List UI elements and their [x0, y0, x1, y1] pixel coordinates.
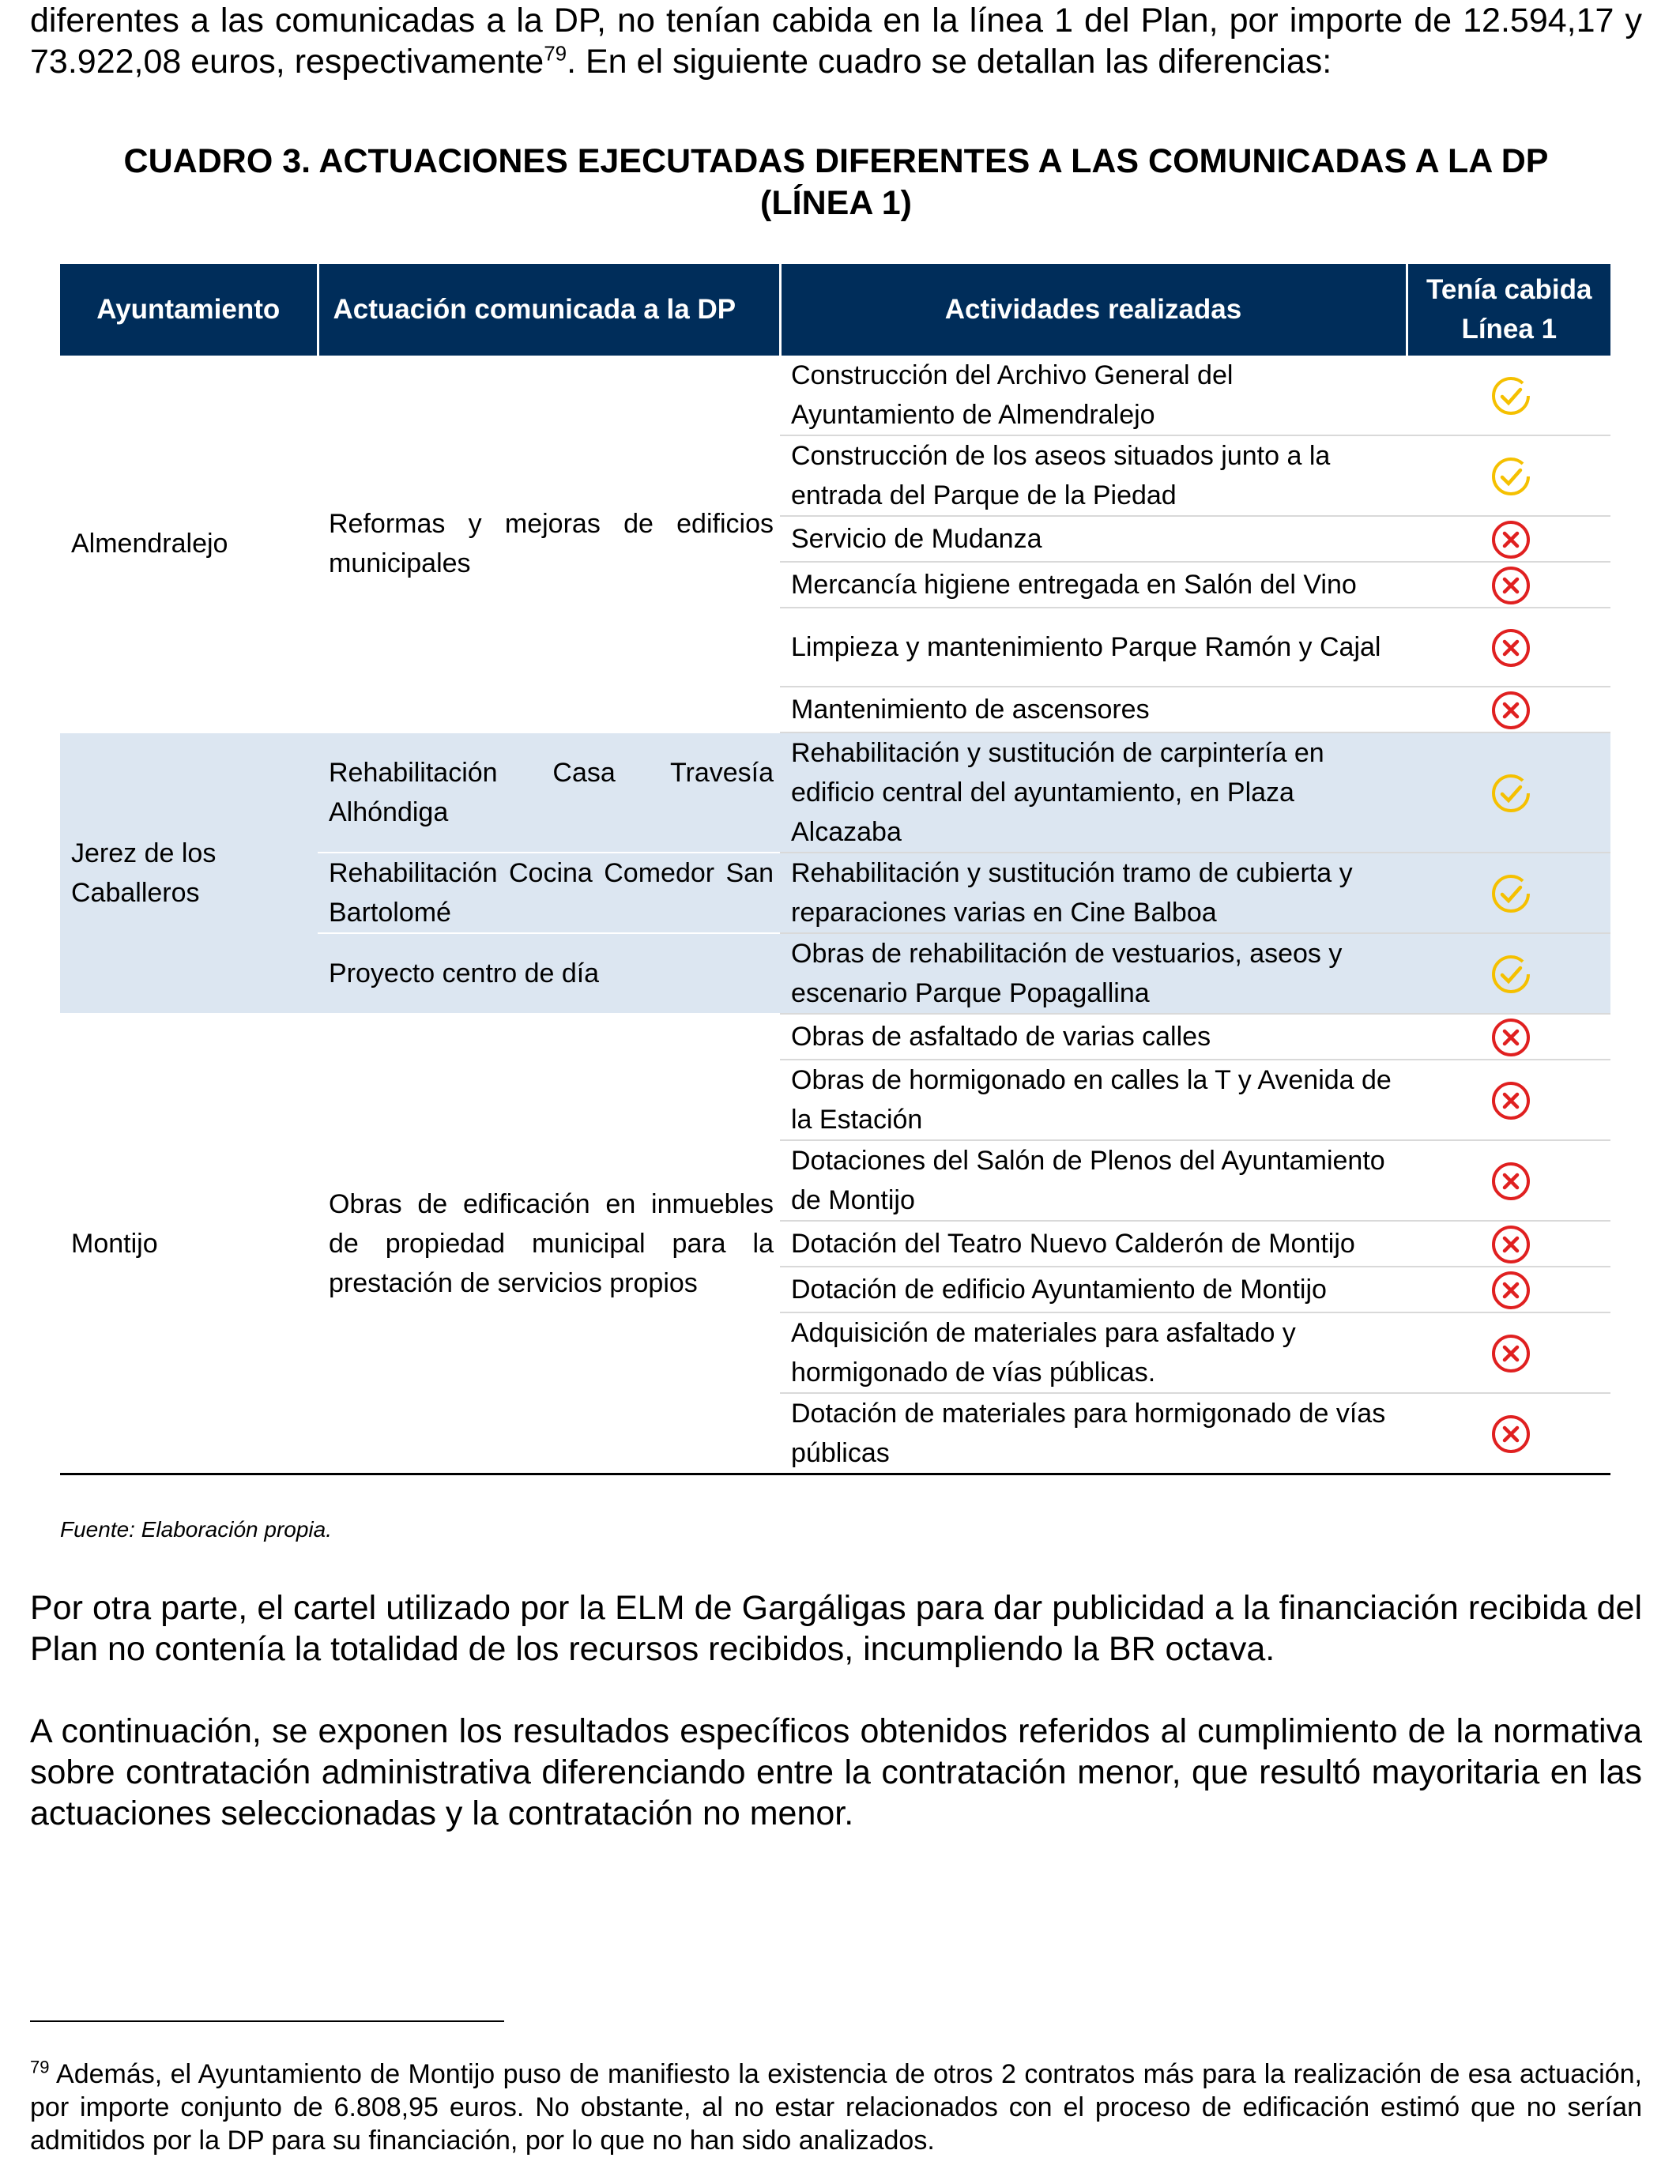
cell-ayuntamiento: Montijo [60, 1014, 318, 1474]
intro-paragraph: diferentes a las comunicadas a la DP, no tenían cabida en la línea 1 del Plan, por importe de 12.594,17 y 73.922,08 euros, respectivamente$^{79}$. En el siguiente cuadro se detallan las diferencias: [30, 2, 1642, 81]
cell-actividad: Servicio de Mudanza [780, 516, 1407, 562]
cell-actuacion: Proyecto centro de día [318, 933, 780, 1014]
cell-cabida [1407, 1060, 1610, 1140]
cell-cabida [1407, 1312, 1610, 1393]
source-note: Fuente: Elaboración propia. [60, 1517, 332, 1542]
cell-cabida [1407, 562, 1610, 608]
header-actividades: Actividades realizadas [780, 264, 1407, 356]
cell-actividad: Obras de hormigonado en calles la T y Avenida de la Estación [780, 1060, 1407, 1140]
x-circle-icon [1490, 1224, 1531, 1265]
cell-actividad: Mercancía higiene entregada en Salón del Vino [780, 562, 1407, 608]
paragraph-cartel: Por otra parte, el cartel utilizado por la ELM de Gargáligas para dar publicidad a la financiación recibida del Plan no contenía la totalidad de los recursos recibidos, incumpliendo la BR octava. [30, 1589, 1642, 1668]
check-circle-icon [1490, 375, 1531, 416]
cell-cabida [1407, 1014, 1610, 1060]
cell-actividad: Dotación de edificio Ayuntamiento de Montijo [780, 1267, 1407, 1312]
paragraph-contratacion: A continuación, se exponen los resultados específicos obtenidos referidos al cumplimiento de la normativa sobre contratación administrativa diferenciando entre la contratación menor, que resultó mayoritaria en las actuaciones seleccionadas y la contratación no menor. [30, 1712, 1642, 1832]
header-actuacion: Actuación comunicada a la DP [318, 264, 780, 356]
cell-cabida [1407, 853, 1610, 933]
cell-cabida [1407, 435, 1610, 516]
cell-cabida [1407, 1221, 1610, 1267]
x-circle-icon [1490, 1333, 1531, 1374]
footnote-ref: 79 [544, 41, 567, 66]
cell-cabida [1407, 1267, 1610, 1312]
table-row [60, 356, 1610, 435]
x-circle-icon [1490, 627, 1531, 668]
cell-cabida [1407, 516, 1610, 562]
x-circle-icon [1490, 519, 1531, 560]
x-circle-icon [1490, 1017, 1531, 1058]
cell-actividad: Dotaciones del Salón de Plenos del Ayuntamiento de Montijo [780, 1140, 1407, 1221]
cell-actividad: Dotación del Teatro Nuevo Calderón de Montijo [780, 1221, 1407, 1267]
footnote-text: Además, el Ayuntamiento de Montijo puso de manifiesto la existencia de otros 2 contratos más para la realización de esa actuación, por importe conjunto de 6.808,95 euros. No obstante, al no estar relacionados con el proceso de edificación estimó que no serían admitidos por la DP para su financiación, por lo que no han sido analizados. [30, 2059, 1642, 2156]
cell-actividad: Mantenimiento de ascensores [780, 687, 1407, 732]
header-ayuntamiento: Ayuntamiento [60, 264, 318, 356]
cell-actuacion: Obras de edificación en inmuebles de propiedad municipal para la prestación de servicios propios [318, 1014, 780, 1474]
header-cabida: Tenía cabida Línea 1 [1407, 264, 1610, 356]
cell-actividad: Adquisición de materiales para asfaltado y hormigonado de vías públicas. [780, 1312, 1407, 1393]
cell-actividad: Obras de rehabilitación de vestuarios, aseos y escenario Parque Popagallina [780, 933, 1407, 1014]
table-title-line2: (LÍNEA 1) [760, 184, 912, 222]
cell-cabida [1407, 356, 1610, 435]
footnote-number: 79 [30, 2057, 50, 2077]
cell-actividad: Obras de asfaltado de varias calles [780, 1014, 1407, 1060]
footnote [30, 2058, 1642, 2157]
x-circle-icon [1490, 1414, 1531, 1455]
cell-ayuntamiento: Almendralejo [60, 356, 318, 732]
cell-actividad: Rehabilitación y sustitución tramo de cubierta y reparaciones varias en Cine Balboa [780, 853, 1407, 933]
check-circle-icon [1490, 773, 1531, 814]
footnote-separator [30, 2020, 504, 2022]
cell-actuacion: Rehabilitación Cocina Comedor San Bartolomé [318, 853, 780, 933]
cell-cabida [1407, 1393, 1610, 1474]
cell-actividad: Construcción del Archivo General del Ayuntamiento de Almendralejo [780, 356, 1407, 435]
table-header-row [60, 264, 1610, 356]
cell-actuacion: Rehabilitación Casa Travesía Alhóndiga [318, 732, 780, 853]
table-body [60, 356, 1610, 1474]
table-row [60, 1014, 1610, 1060]
x-circle-icon [1490, 690, 1531, 731]
cell-actividad: Dotación de materiales para hormigonado de vías públicas [780, 1393, 1407, 1474]
x-circle-icon [1490, 565, 1531, 606]
check-circle-icon [1490, 954, 1531, 995]
cell-cabida [1407, 687, 1610, 732]
differences-table [60, 264, 1610, 1475]
x-circle-icon [1490, 1270, 1531, 1311]
x-circle-icon [1490, 1080, 1531, 1121]
cell-actuacion: Reformas y mejoras de edificios municipales [318, 356, 780, 732]
check-circle-icon [1490, 456, 1531, 497]
table-title [30, 141, 1642, 224]
x-circle-icon [1490, 1161, 1531, 1202]
cell-cabida [1407, 608, 1610, 687]
cell-actividad: Rehabilitación y sustitución de carpintería en edificio central del ayuntamiento, en Plaza Alcazaba [780, 732, 1407, 853]
cell-cabida [1407, 933, 1610, 1014]
cell-cabida [1407, 1140, 1610, 1221]
table-row [60, 732, 1610, 853]
cell-actividad: Construcción de los aseos situados junto a la entrada del Parque de la Piedad [780, 435, 1407, 516]
cell-actividad: Limpieza y mantenimiento Parque Ramón y Cajal [780, 608, 1407, 687]
check-circle-icon [1490, 873, 1531, 914]
cell-ayuntamiento: Jerez de los Caballeros [60, 732, 318, 1014]
table-title-line1: CUADRO 3. ACTUACIONES EJECUTADAS DIFERENTES A LAS COMUNICADAS A LA DP [123, 142, 1549, 180]
cell-cabida [1407, 732, 1610, 853]
